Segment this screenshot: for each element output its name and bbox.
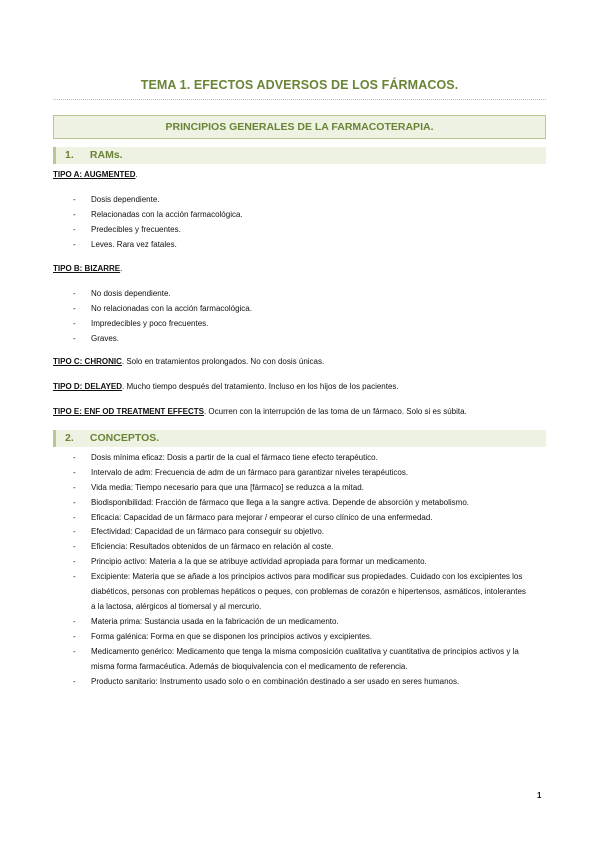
list-item: - Predecibles y frecuentes. (53, 225, 528, 235)
section-title: RAMs. (89, 149, 123, 161)
list-item: - Materia prima: Sustancia usada en la fabricación de un medicamento. (53, 617, 528, 627)
tipo-a-label: TIPO A: AUGMENTED (53, 170, 136, 179)
conceptos-list (53, 453, 528, 692)
tipo-c-line (53, 357, 324, 367)
title-divider (53, 99, 546, 100)
section-heading-conceptos (53, 430, 546, 447)
list-item: - Relacionadas con la acción farmacológica. (53, 210, 528, 220)
tipo-b-label: TIPO B: BIZARRE (53, 264, 121, 273)
list-item: - Excipiente: Materia que se añade a los principios activos para modificar sus propiedades. Cuidado con los excipientes los diabéticos, personas con problemas hepáticos o peques, con problemas de corazón e hipertensos, asmáticos, intolerantes a la lactosa, alérgicos al tiomersal y al mercurio. (53, 570, 528, 614)
tipo-d-text: . Mucho tiempo después del tratamiento. Incluso en los hijos de los pacientes. (122, 382, 399, 391)
tipo-e-line (53, 407, 467, 417)
list-item: - Efectividad: Capacidad de un fármaco para conseguir su objetivo. (53, 527, 528, 537)
tipo-e-label: TIPO E: ENF OD TREATMENT EFFECTS (53, 407, 204, 416)
list-item: - No dosis dependiente. (53, 289, 528, 299)
tipo-d-label: TIPO D: DELAYED (53, 382, 123, 391)
section-number: 1. (65, 149, 74, 161)
page-number: 1 (537, 791, 542, 800)
list-item: - Biodisponibilidad: Fracción de fármaco que llega a la sangre activa. Depende de absorción y metabolismo. (53, 498, 528, 508)
tipo-c-text: . Solo en tratamientos prolongados. No con dosis únicas. (121, 357, 325, 366)
list-item: - Graves. (53, 334, 528, 344)
section-number: 2. (65, 432, 74, 444)
tipo-c-label: TIPO C: CHRONIC (53, 357, 122, 366)
list-item: - Leves. Rara vez fatales. (53, 240, 528, 250)
tipo-a-list (53, 195, 528, 255)
tipo-a-heading (53, 170, 138, 180)
list-item: - Vida media: Tiempo necesario para que una [fármaco] se reduzca a la mitad. (53, 483, 528, 493)
tipo-b-list (53, 289, 528, 349)
list-item: - Forma galénica: Forma en que se disponen los principios activos y excipientes. (53, 632, 528, 642)
list-item: - Intervalo de adm: Frecuencia de adm de un fármaco para garantizar niveles terapéuticos. (53, 468, 528, 478)
list-item: - Producto sanitario: Instrumento usado solo o en combinación destinado a ser usado en seres humanos. (53, 677, 528, 687)
list-item: - Dosis dependiente. (53, 195, 528, 205)
tipo-b-suffix: . (120, 264, 123, 273)
list-item: - Medicamento genérico: Medicamento que tenga la misma composición cualitativa y cuantitativa de principios activos y la misma forma farmacéutica. Además de bioquivalencia con el medicamento de referencia. (53, 645, 528, 674)
list-item: - Eficacia: Capacidad de un fármaco para mejorar / empeorar el curso clínico de una enfermedad. (53, 513, 528, 523)
section-heading-rams (53, 147, 546, 164)
list-item: - No relacionadas con la acción farmacológica. (53, 304, 528, 314)
list-item: - Dosis mínima eficaz: Dosis a partir de la cual el fármaco tiene efecto terapéutico. (53, 453, 528, 463)
principles-heading: PRINCIPIOS GENERALES DE LA FARMACOTERAPIA. (53, 115, 546, 139)
list-item: - Impredecibles y poco frecuentes. (53, 319, 528, 329)
list-item: - Eficiencia: Resultados obtenidos de un fármaco en relación al coste. (53, 542, 528, 552)
tipo-d-line (53, 382, 399, 392)
tipo-a-suffix: . (135, 170, 138, 179)
tipo-e-text: . Ocurren con la interrupción de las toma de un fármaco. Solo si es súbita. (203, 407, 467, 416)
list-item: - Principio activo: Materia a la que se atribuye actividad apropiada para formar un medicamento. (53, 557, 528, 567)
tipo-b-heading (53, 264, 122, 274)
document-title: TEMA 1. EFECTOS ADVERSOS DE LOS FÁRMACOS. (140, 78, 459, 92)
section-title: CONCEPTOS. (89, 432, 160, 444)
